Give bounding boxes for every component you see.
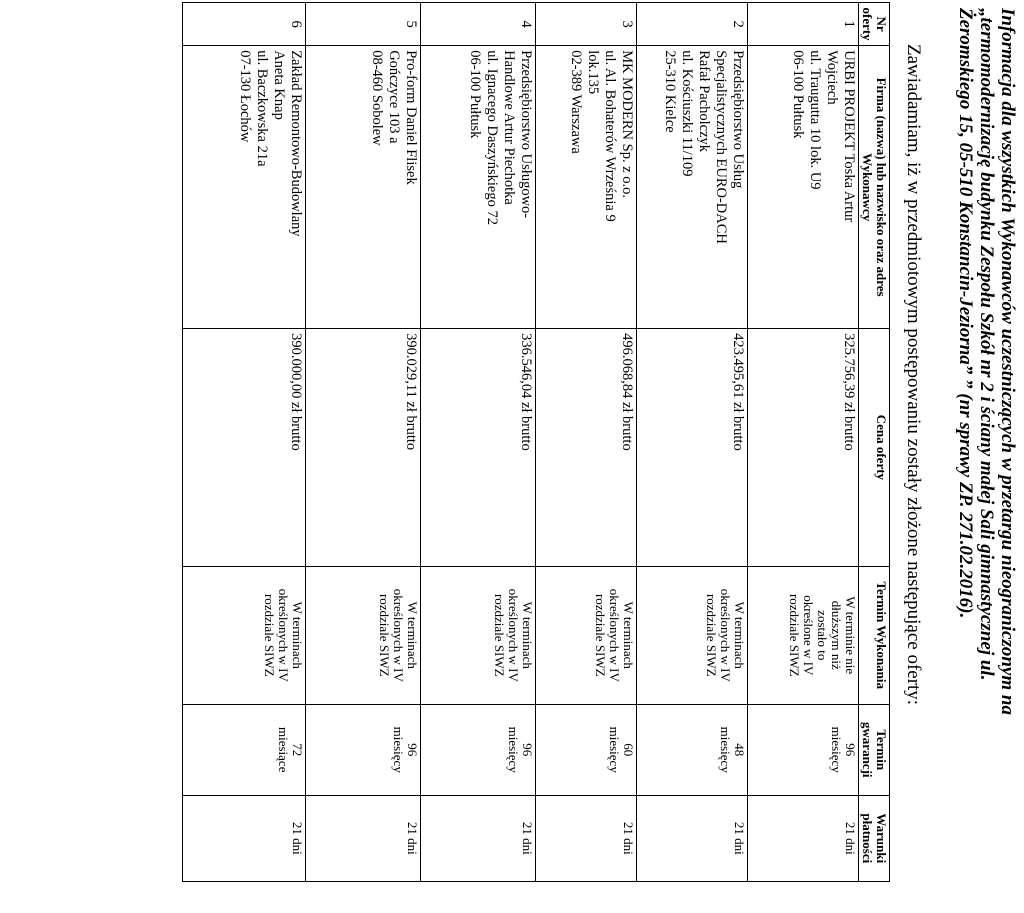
offer-firm (748, 46, 859, 329)
firm-line: 02-389 Warszawa (568, 50, 584, 154)
warranty-unit: miesięcy (607, 726, 622, 773)
table-row (421, 3, 536, 882)
firm-line: Przedsiębiorstwo Usługowo- (518, 50, 534, 219)
firm-line: ul. Baczkowska 21a (254, 50, 270, 167)
header-price: Cena oferty (859, 329, 890, 567)
firm-line: Wojciech (824, 50, 840, 105)
offer-payment: 21 dni (748, 795, 859, 881)
term-line: zostało to (815, 610, 830, 661)
offer-price: 423.495,61 zł brutto (637, 329, 748, 567)
warranty-value: 72 (290, 743, 305, 757)
firm-line: 25-310 Kielce (662, 50, 678, 133)
offer-payment: 21 dni (183, 795, 306, 881)
header-firm: Firma (nazwa) lub nazwisko oraz adres Wykonawcy (859, 46, 890, 329)
firm-line: Handlowe Artur Piechotka (501, 50, 517, 205)
offer-term (637, 566, 748, 704)
offer-warranty (306, 704, 421, 795)
term-line: określone w IV (801, 595, 816, 676)
firm-line: Specjalistycznych EURO-DACH (713, 50, 729, 244)
firm-line: ul. Traugutta 10 lok. U9 (807, 50, 823, 190)
firm-line: 06-100 Pułtusk (467, 50, 483, 139)
firm-line: 06-100 Pułtusk (790, 50, 806, 139)
firm-line: lok.135 (585, 50, 601, 95)
offer-payment: 21 dni (536, 795, 637, 881)
warranty-unit: miesiące (276, 726, 291, 773)
offer-warranty (637, 704, 748, 795)
heading-line-3: Żeromskiego 15, 05-510 Konstancin-Jeziorna” ” (nr sprawy ZP. 271.02.2016). (955, 8, 976, 619)
offer-nr: 1 (748, 3, 859, 46)
offer-firm (183, 46, 306, 329)
firm-line: 07-130 Łochów (237, 50, 253, 143)
offer-payment: 21 dni (421, 795, 536, 881)
document-heading (955, 8, 1018, 913)
firm-line: Przedsiębiorstwo Usług (730, 50, 746, 189)
offer-nr: 4 (421, 3, 536, 46)
offer-term (183, 566, 306, 704)
offer-price: 336.546,04 zł brutto (421, 329, 536, 567)
header-warranty: Termin gwarancji (859, 704, 890, 795)
table-header-row (859, 3, 890, 882)
firm-line: Pro-form Daniel Flisek (403, 50, 419, 185)
offer-payment: 21 dni (306, 795, 421, 881)
table-row (748, 3, 859, 882)
term-line: dłuższym niż (829, 600, 844, 670)
firm-line: Gończyce 103 a (386, 50, 402, 144)
offer-firm (637, 46, 748, 329)
offer-payment: 21 dni (637, 795, 748, 881)
term-line: rozdziale SIWZ (704, 593, 719, 677)
warranty-unit: miesięcy (506, 726, 521, 773)
offer-firm (536, 46, 637, 329)
firm-line: ul. Al. Bohaterów Września 9 (602, 50, 618, 222)
offer-price: 325.756,39 zł brutto (748, 329, 859, 567)
term-line: W terminie nie (843, 596, 858, 675)
firm-line: Rafał Pacholczyk (696, 50, 712, 153)
firm-line: URBI PROJEKT Toska Artur (841, 50, 857, 223)
term-line: rozdziale SIWZ (492, 593, 507, 677)
offer-nr: 6 (183, 3, 306, 46)
offer-term (421, 566, 536, 704)
header-nr: Nr oferty (859, 3, 890, 46)
offer-term (536, 566, 637, 704)
term-line: W terminach (621, 601, 636, 669)
offer-price: 390.029,11 zł brutto (306, 329, 421, 567)
offer-nr: 5 (306, 3, 421, 46)
firm-line: MK MODERN Sp. z o.o. (619, 50, 635, 199)
warranty-unit: miesięcy (391, 726, 406, 773)
firm-line: 08-460 Sobolew (369, 50, 385, 146)
term-line: rozdziale SIWZ (262, 593, 277, 677)
notice-text: Zawiadamiam, iż w przedmiotowym postępowaniu zostały złożone następujące oferty: (903, 44, 924, 706)
offer-price: 496.068,84 zł brutto (536, 329, 637, 567)
term-line: rozdziale SIWZ (787, 593, 802, 677)
warranty-unit: miesięcy (718, 726, 733, 773)
firm-line: ul. Kościuszki 11/109 (679, 50, 695, 177)
term-line: rozdziale SIWZ (377, 593, 392, 677)
offer-price: 390.000,00 zł brutto (183, 329, 306, 567)
offer-warranty (536, 704, 637, 795)
firm-line: ul. Ignacego Daszyńskiego 72 (484, 50, 500, 225)
offer-firm (421, 46, 536, 329)
term-line: określonych w IV (718, 588, 733, 682)
offer-warranty (748, 704, 859, 795)
firm-line: Zakład Remontowo-Budowlany (288, 50, 304, 237)
warranty-value: 60 (621, 743, 636, 757)
offer-firm (306, 46, 421, 329)
term-line: określonych w IV (391, 588, 406, 682)
offer-warranty (183, 704, 306, 795)
term-line: W terminach (405, 601, 420, 669)
offer-term (306, 566, 421, 704)
offer-term (748, 566, 859, 704)
firm-line: Aneta Knap (271, 50, 287, 120)
heading-line-2: „termomodernizację budynku Zespołu Szkół nr 2 i ściany małej Sali gimnastycznej ul. (976, 8, 997, 681)
warranty-value: 96 (520, 743, 535, 757)
warranty-value: 48 (732, 743, 747, 757)
term-line: określonych w IV (276, 588, 291, 682)
header-payment: Warunki płatności (859, 795, 890, 881)
term-line: określonych w IV (607, 588, 622, 682)
offer-warranty (421, 704, 536, 795)
term-line: W terminach (732, 601, 747, 669)
table-row (183, 3, 306, 882)
offer-nr: 3 (536, 3, 637, 46)
table-row (637, 3, 748, 882)
warranty-unit: miesięcy (829, 726, 844, 773)
table-row (306, 3, 421, 882)
term-line: określonych w IV (506, 588, 521, 682)
offers-table (182, 2, 890, 882)
heading-line-1: Informacja dla wszystkich Wykonawców uczestniczących w przetargu nieograniczonym na (997, 8, 1018, 715)
term-line: rozdziale SIWZ (593, 593, 608, 677)
warranty-value: 96 (843, 743, 858, 757)
header-term: Termin Wykonania (859, 566, 890, 704)
term-line: W terminach (290, 601, 305, 669)
term-line: W terminach (520, 601, 535, 669)
table-row (536, 3, 637, 882)
warranty-value: 96 (405, 743, 420, 757)
offer-nr: 2 (637, 3, 748, 46)
